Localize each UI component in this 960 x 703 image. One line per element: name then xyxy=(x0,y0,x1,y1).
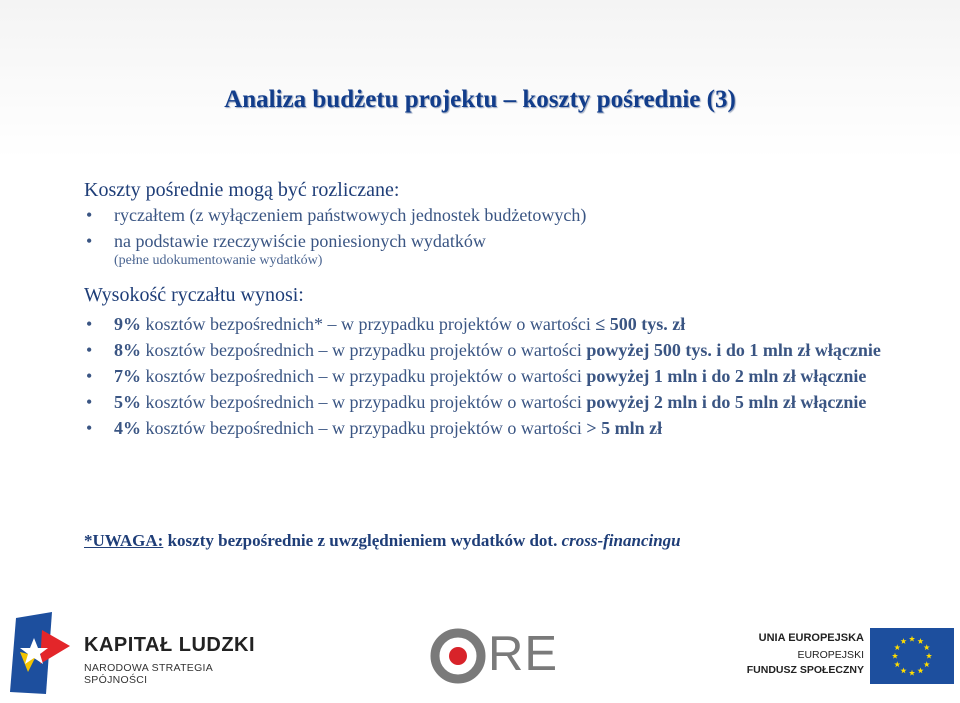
bullet-item xyxy=(84,205,884,226)
eu-star-icon xyxy=(924,661,930,667)
footnote-label: *UWAGA: xyxy=(84,531,164,550)
kapital-ludzki-subtitle: NARODOWA STRATEGIA SPÓJNOŚCI xyxy=(84,662,213,686)
eu-star-icon xyxy=(926,653,932,659)
rate-item xyxy=(84,392,884,413)
footnote-italic: cross-financingu xyxy=(561,531,681,550)
bullet-icon: • xyxy=(86,314,93,334)
rate-threshold: powyżej 1 mln i do 2 mln zł włącznie xyxy=(586,366,867,386)
footnote-text: koszty bezpośrednie z uwzględnieniem wydatków dot. xyxy=(163,531,562,550)
bullet-text: na podstawie rzeczywiście poniesionych wydatków xyxy=(114,231,486,251)
eu-line1: UNIA EUROPEJSKA xyxy=(758,632,864,644)
kapital-ludzki-title: KAPITAŁ LUDZKI xyxy=(84,634,256,656)
rate-percent: 8% xyxy=(114,340,141,360)
kapital-ludzki-emblem-icon xyxy=(6,612,76,694)
slide-title: Analiza budżetu projektu – koszty pośrednie (3) xyxy=(224,86,736,113)
rate-percent: 9% xyxy=(114,314,141,334)
slide-content xyxy=(84,178,884,439)
rate-threshold: powyżej 2 mln i do 5 mln zł włącznie xyxy=(586,392,867,412)
ore-logo xyxy=(430,628,560,684)
rate-item xyxy=(84,366,884,387)
ore-circle-icon xyxy=(430,628,486,684)
rate-text: kosztów bezpośrednich – w przypadku projektów o wartości xyxy=(141,392,587,412)
bullet-icon: • xyxy=(86,418,93,438)
section-heading-settlement: Koszty pośrednie mogą być rozliczane: xyxy=(84,179,400,201)
eu-line2: EUROPEJSKI xyxy=(797,649,864,661)
eu-star-icon xyxy=(900,638,906,644)
rate-item xyxy=(84,314,884,335)
rate-text: kosztów bezpośrednich – w przypadku projektów o wartości xyxy=(141,340,587,360)
eu-logo xyxy=(748,628,954,690)
kapital-ludzki-logo xyxy=(6,612,276,694)
eu-star-icon xyxy=(917,668,923,674)
bullet-icon: • xyxy=(86,231,93,251)
rate-threshold: ≤ 500 tys. zł xyxy=(595,314,686,334)
eu-star-icon xyxy=(909,670,915,676)
documentation-note: (pełne udokumentowanie wydatków) xyxy=(114,253,323,268)
rate-item xyxy=(84,418,884,439)
footnote xyxy=(84,531,681,551)
ore-wordmark: RE xyxy=(488,627,559,681)
eu-line3: FUNDUSZ SPOŁECZNY xyxy=(746,664,864,676)
bullet-icon: • xyxy=(86,205,93,225)
bullet-icon: • xyxy=(86,366,93,386)
eu-star-icon xyxy=(894,644,900,650)
rate-percent: 5% xyxy=(114,392,141,412)
rate-threshold: powyżej 500 tys. i do 1 mln zł włącznie xyxy=(586,340,881,360)
eu-stars-icon xyxy=(870,628,954,684)
eu-star-icon xyxy=(924,644,930,650)
rate-percent: 7% xyxy=(114,366,141,386)
rate-text: kosztów bezpośrednich* – w przypadku projektów o wartości xyxy=(141,314,596,334)
eu-star-icon xyxy=(917,638,923,644)
eu-star-icon xyxy=(909,636,915,642)
eu-star-icon xyxy=(894,661,900,667)
bullet-icon: • xyxy=(86,392,93,412)
rate-item xyxy=(84,340,884,361)
rate-text: kosztów bezpośrednich – w przypadku projektów o wartości xyxy=(141,366,587,386)
rate-threshold: > 5 mln zł xyxy=(586,418,663,438)
bullet-item xyxy=(84,231,884,252)
eu-star-icon xyxy=(892,653,898,659)
rate-text: kosztów bezpośrednich – w przypadku projektów o wartości xyxy=(141,418,587,438)
bullet-icon: • xyxy=(86,340,93,360)
section-heading-rate: Wysokość ryczałtu wynosi: xyxy=(84,284,304,306)
eu-star-icon xyxy=(900,668,906,674)
rate-percent: 4% xyxy=(114,418,141,438)
bullet-text: ryczałtem (z wyłączeniem państwowych jednostek budżetowych) xyxy=(114,205,587,225)
eu-flag-icon xyxy=(870,628,954,684)
